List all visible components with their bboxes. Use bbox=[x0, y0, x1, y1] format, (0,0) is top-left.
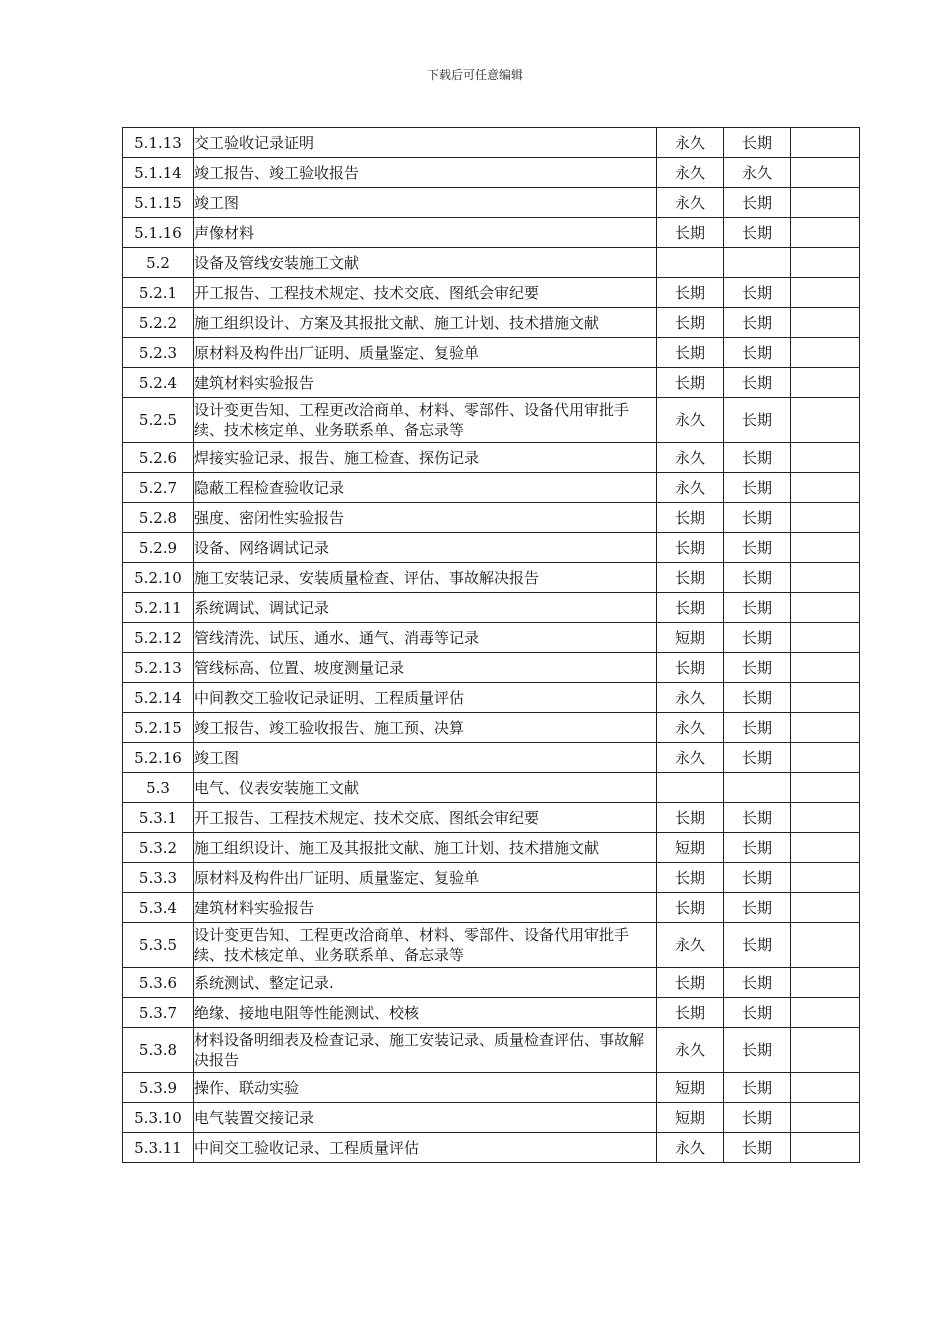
retention-period-2: 长期 bbox=[724, 1073, 791, 1103]
row-name: 操作、联动实验 bbox=[194, 1073, 657, 1103]
retention-period-1: 长期 bbox=[657, 338, 724, 368]
row-name: 设备及管线安装施工文献 bbox=[194, 248, 657, 278]
retention-period-1: 长期 bbox=[657, 803, 724, 833]
retention-period-2: 长期 bbox=[724, 338, 791, 368]
row-name: 系统测试、整定记录. bbox=[194, 968, 657, 998]
row-code: 5.2.1 bbox=[123, 278, 194, 308]
retention-period-1: 长期 bbox=[657, 368, 724, 398]
table-row bbox=[123, 623, 860, 653]
row-code: 5.2.13 bbox=[123, 653, 194, 683]
row-note bbox=[791, 713, 860, 743]
table-row bbox=[123, 563, 860, 593]
row-name: 管线清洗、试压、通水、通气、消毒等记录 bbox=[194, 623, 657, 653]
row-note bbox=[791, 248, 860, 278]
row-code: 5.3.5 bbox=[123, 923, 194, 968]
retention-period-2: 长期 bbox=[724, 968, 791, 998]
retention-period-1: 长期 bbox=[657, 533, 724, 563]
table-row bbox=[123, 683, 860, 713]
row-note bbox=[791, 968, 860, 998]
retention-period-1: 永久 bbox=[657, 1133, 724, 1163]
retention-period-1: 长期 bbox=[657, 218, 724, 248]
table-row bbox=[123, 653, 860, 683]
table-row bbox=[123, 128, 860, 158]
row-code: 5.2.9 bbox=[123, 533, 194, 563]
row-note bbox=[791, 533, 860, 563]
retention-period-1: 永久 bbox=[657, 158, 724, 188]
table-row bbox=[123, 893, 860, 923]
retention-period-2: 长期 bbox=[724, 803, 791, 833]
row-note bbox=[791, 1103, 860, 1133]
row-code: 5.3.10 bbox=[123, 1103, 194, 1133]
retention-period-2: 长期 bbox=[724, 923, 791, 968]
archive-retention-table bbox=[122, 127, 860, 1163]
row-name: 交工验收记录证明 bbox=[194, 128, 657, 158]
row-name: 电气、仪表安装施工文献 bbox=[194, 773, 657, 803]
table-row bbox=[123, 713, 860, 743]
row-note bbox=[791, 188, 860, 218]
retention-period-1: 永久 bbox=[657, 473, 724, 503]
row-note bbox=[791, 893, 860, 923]
row-note bbox=[791, 923, 860, 968]
retention-period-1: 长期 bbox=[657, 893, 724, 923]
row-note bbox=[791, 623, 860, 653]
retention-period-1 bbox=[657, 248, 724, 278]
retention-period-2 bbox=[724, 773, 791, 803]
row-code: 5.2.14 bbox=[123, 683, 194, 713]
row-name: 设计变更告知、工程更改洽商单、材料、零部件、设备代用审批手续、技术核定单、业务联系单、备忘录等 bbox=[194, 923, 657, 968]
row-note bbox=[791, 1028, 860, 1073]
retention-period-1: 永久 bbox=[657, 398, 724, 443]
row-note bbox=[791, 473, 860, 503]
row-note bbox=[791, 278, 860, 308]
table-row bbox=[123, 398, 860, 443]
retention-period-2: 长期 bbox=[724, 623, 791, 653]
retention-period-2: 长期 bbox=[724, 1133, 791, 1163]
row-note bbox=[791, 218, 860, 248]
row-note bbox=[791, 1133, 860, 1163]
retention-period-1 bbox=[657, 773, 724, 803]
row-code: 5.2.7 bbox=[123, 473, 194, 503]
row-code: 5.1.16 bbox=[123, 218, 194, 248]
retention-period-2: 长期 bbox=[724, 863, 791, 893]
table-row bbox=[123, 443, 860, 473]
row-code: 5.3.6 bbox=[123, 968, 194, 998]
table-row bbox=[123, 278, 860, 308]
retention-period-2: 长期 bbox=[724, 188, 791, 218]
retention-period-2: 长期 bbox=[724, 998, 791, 1028]
table-row bbox=[123, 473, 860, 503]
row-name: 管线标高、位置、坡度测量记录 bbox=[194, 653, 657, 683]
retention-period-2: 长期 bbox=[724, 308, 791, 338]
retention-period-2: 长期 bbox=[724, 713, 791, 743]
retention-period-1: 长期 bbox=[657, 998, 724, 1028]
retention-period-2: 长期 bbox=[724, 398, 791, 443]
table-row bbox=[123, 533, 860, 563]
table-row bbox=[123, 338, 860, 368]
row-code: 5.2.12 bbox=[123, 623, 194, 653]
page-header: 下载后可任意编辑 bbox=[426, 68, 523, 82]
row-name: 原材料及构件出厂证明、质量鉴定、复验单 bbox=[194, 338, 657, 368]
row-name: 施工组织设计、方案及其报批文献、施工计划、技术措施文献 bbox=[194, 308, 657, 338]
retention-period-2: 长期 bbox=[724, 443, 791, 473]
table-row bbox=[123, 803, 860, 833]
row-code: 5.3.7 bbox=[123, 998, 194, 1028]
retention-period-2: 长期 bbox=[724, 218, 791, 248]
table-row bbox=[123, 923, 860, 968]
retention-period-2 bbox=[724, 248, 791, 278]
table-row bbox=[123, 863, 860, 893]
retention-period-2: 长期 bbox=[724, 368, 791, 398]
table-row bbox=[123, 1133, 860, 1163]
retention-period-1: 永久 bbox=[657, 743, 724, 773]
retention-period-2: 长期 bbox=[724, 563, 791, 593]
row-code: 5.3.4 bbox=[123, 893, 194, 923]
retention-period-1: 永久 bbox=[657, 683, 724, 713]
row-note bbox=[791, 683, 860, 713]
retention-period-1: 长期 bbox=[657, 278, 724, 308]
retention-period-1: 永久 bbox=[657, 188, 724, 218]
row-note bbox=[791, 593, 860, 623]
row-name: 焊接实验记录、报告、施工检查、探伤记录 bbox=[194, 443, 657, 473]
row-note bbox=[791, 128, 860, 158]
row-name: 开工报告、工程技术规定、技术交底、图纸会审纪要 bbox=[194, 803, 657, 833]
row-code: 5.2.10 bbox=[123, 563, 194, 593]
row-code: 5.3.9 bbox=[123, 1073, 194, 1103]
retention-period-1: 长期 bbox=[657, 308, 724, 338]
retention-period-1: 短期 bbox=[657, 623, 724, 653]
row-code: 5.2.16 bbox=[123, 743, 194, 773]
row-code: 5.3.2 bbox=[123, 833, 194, 863]
row-name: 设备、网络调试记录 bbox=[194, 533, 657, 563]
retention-period-2: 永久 bbox=[724, 158, 791, 188]
row-note bbox=[791, 338, 860, 368]
row-code: 5.2.5 bbox=[123, 398, 194, 443]
row-name: 隐蔽工程检查验收记录 bbox=[194, 473, 657, 503]
row-name: 电气装置交接记录 bbox=[194, 1103, 657, 1133]
retention-period-1: 长期 bbox=[657, 593, 724, 623]
retention-period-1: 永久 bbox=[657, 713, 724, 743]
retention-period-1: 长期 bbox=[657, 863, 724, 893]
row-name: 竣工图 bbox=[194, 188, 657, 218]
row-code: 5.3.11 bbox=[123, 1133, 194, 1163]
row-note bbox=[791, 833, 860, 863]
retention-period-2: 长期 bbox=[724, 593, 791, 623]
table-row bbox=[123, 503, 860, 533]
row-name: 设计变更告知、工程更改洽商单、材料、零部件、设备代用审批手续、技术核定单、业务联系单、备忘录等 bbox=[194, 398, 657, 443]
retention-period-1: 长期 bbox=[657, 563, 724, 593]
table-row bbox=[123, 833, 860, 863]
row-name: 强度、密闭性实验报告 bbox=[194, 503, 657, 533]
table-row bbox=[123, 218, 860, 248]
table-row bbox=[123, 188, 860, 218]
row-name: 中间教交工验收记录证明、工程质量评估 bbox=[194, 683, 657, 713]
row-code: 5.3 bbox=[123, 773, 194, 803]
row-code: 5.3.8 bbox=[123, 1028, 194, 1073]
row-name: 声像材料 bbox=[194, 218, 657, 248]
row-note bbox=[791, 368, 860, 398]
row-note bbox=[791, 863, 860, 893]
row-name: 竣工报告、竣工验收报告、施工预、决算 bbox=[194, 713, 657, 743]
table-row bbox=[123, 593, 860, 623]
table-row bbox=[123, 248, 860, 278]
row-name: 中间交工验收记录、工程质量评估 bbox=[194, 1133, 657, 1163]
row-name: 绝缘、接地电阻等性能测试、校核 bbox=[194, 998, 657, 1028]
row-name: 施工安装记录、安装质量检查、评估、事故解决报告 bbox=[194, 563, 657, 593]
retention-period-2: 长期 bbox=[724, 278, 791, 308]
retention-period-2: 长期 bbox=[724, 683, 791, 713]
row-code: 5.3.3 bbox=[123, 863, 194, 893]
row-note bbox=[791, 398, 860, 443]
table-row bbox=[123, 968, 860, 998]
row-code: 5.3.1 bbox=[123, 803, 194, 833]
row-name: 建筑材料实验报告 bbox=[194, 368, 657, 398]
table-row bbox=[123, 158, 860, 188]
row-note bbox=[791, 308, 860, 338]
retention-period-1: 永久 bbox=[657, 443, 724, 473]
row-name: 原材料及构件出厂证明、质量鉴定、复验单 bbox=[194, 863, 657, 893]
row-note bbox=[791, 158, 860, 188]
retention-period-2: 长期 bbox=[724, 128, 791, 158]
row-name: 竣工图 bbox=[194, 743, 657, 773]
row-name: 材料设备明细表及检查记录、施工安装记录、质量检查评估、事故解决报告 bbox=[194, 1028, 657, 1073]
row-note bbox=[791, 773, 860, 803]
retention-period-2: 长期 bbox=[724, 653, 791, 683]
row-note bbox=[791, 503, 860, 533]
retention-period-2: 长期 bbox=[724, 503, 791, 533]
retention-period-1: 永久 bbox=[657, 128, 724, 158]
row-code: 5.2.4 bbox=[123, 368, 194, 398]
row-name: 开工报告、工程技术规定、技术交底、图纸会审纪要 bbox=[194, 278, 657, 308]
row-code: 5.2.8 bbox=[123, 503, 194, 533]
retention-period-1: 短期 bbox=[657, 833, 724, 863]
row-name: 施工组织设计、施工及其报批文献、施工计划、技术措施文献 bbox=[194, 833, 657, 863]
row-code: 5.1.15 bbox=[123, 188, 194, 218]
table-row bbox=[123, 1028, 860, 1073]
retention-period-1: 永久 bbox=[657, 1028, 724, 1073]
retention-period-1: 长期 bbox=[657, 968, 724, 998]
retention-period-2: 长期 bbox=[724, 833, 791, 863]
row-note bbox=[791, 803, 860, 833]
retention-period-1: 长期 bbox=[657, 503, 724, 533]
row-note bbox=[791, 653, 860, 683]
retention-period-2: 长期 bbox=[724, 743, 791, 773]
row-code: 5.2.15 bbox=[123, 713, 194, 743]
row-code: 5.2 bbox=[123, 248, 194, 278]
row-code: 5.1.14 bbox=[123, 158, 194, 188]
retention-period-2: 长期 bbox=[724, 1103, 791, 1133]
retention-period-1: 永久 bbox=[657, 923, 724, 968]
retention-period-2: 长期 bbox=[724, 1028, 791, 1073]
row-note bbox=[791, 998, 860, 1028]
row-note bbox=[791, 443, 860, 473]
retention-period-1: 短期 bbox=[657, 1103, 724, 1133]
retention-period-1: 长期 bbox=[657, 653, 724, 683]
row-code: 5.2.2 bbox=[123, 308, 194, 338]
row-name: 系统调试、调试记录 bbox=[194, 593, 657, 623]
row-code: 5.2.11 bbox=[123, 593, 194, 623]
retention-period-2: 长期 bbox=[724, 533, 791, 563]
retention-period-2: 长期 bbox=[724, 893, 791, 923]
table-row bbox=[123, 1103, 860, 1133]
row-code: 5.1.13 bbox=[123, 128, 194, 158]
table-body bbox=[123, 128, 860, 1163]
row-note bbox=[791, 743, 860, 773]
row-name: 竣工报告、竣工验收报告 bbox=[194, 158, 657, 188]
table-row bbox=[123, 773, 860, 803]
table-row bbox=[123, 743, 860, 773]
table-row bbox=[123, 1073, 860, 1103]
row-code: 5.2.3 bbox=[123, 338, 194, 368]
retention-period-2: 长期 bbox=[724, 473, 791, 503]
retention-period-1: 短期 bbox=[657, 1073, 724, 1103]
table-row bbox=[123, 308, 860, 338]
row-code: 5.2.6 bbox=[123, 443, 194, 473]
row-name: 建筑材料实验报告 bbox=[194, 893, 657, 923]
row-note bbox=[791, 563, 860, 593]
row-note bbox=[791, 1073, 860, 1103]
table-row bbox=[123, 998, 860, 1028]
table-row bbox=[123, 368, 860, 398]
